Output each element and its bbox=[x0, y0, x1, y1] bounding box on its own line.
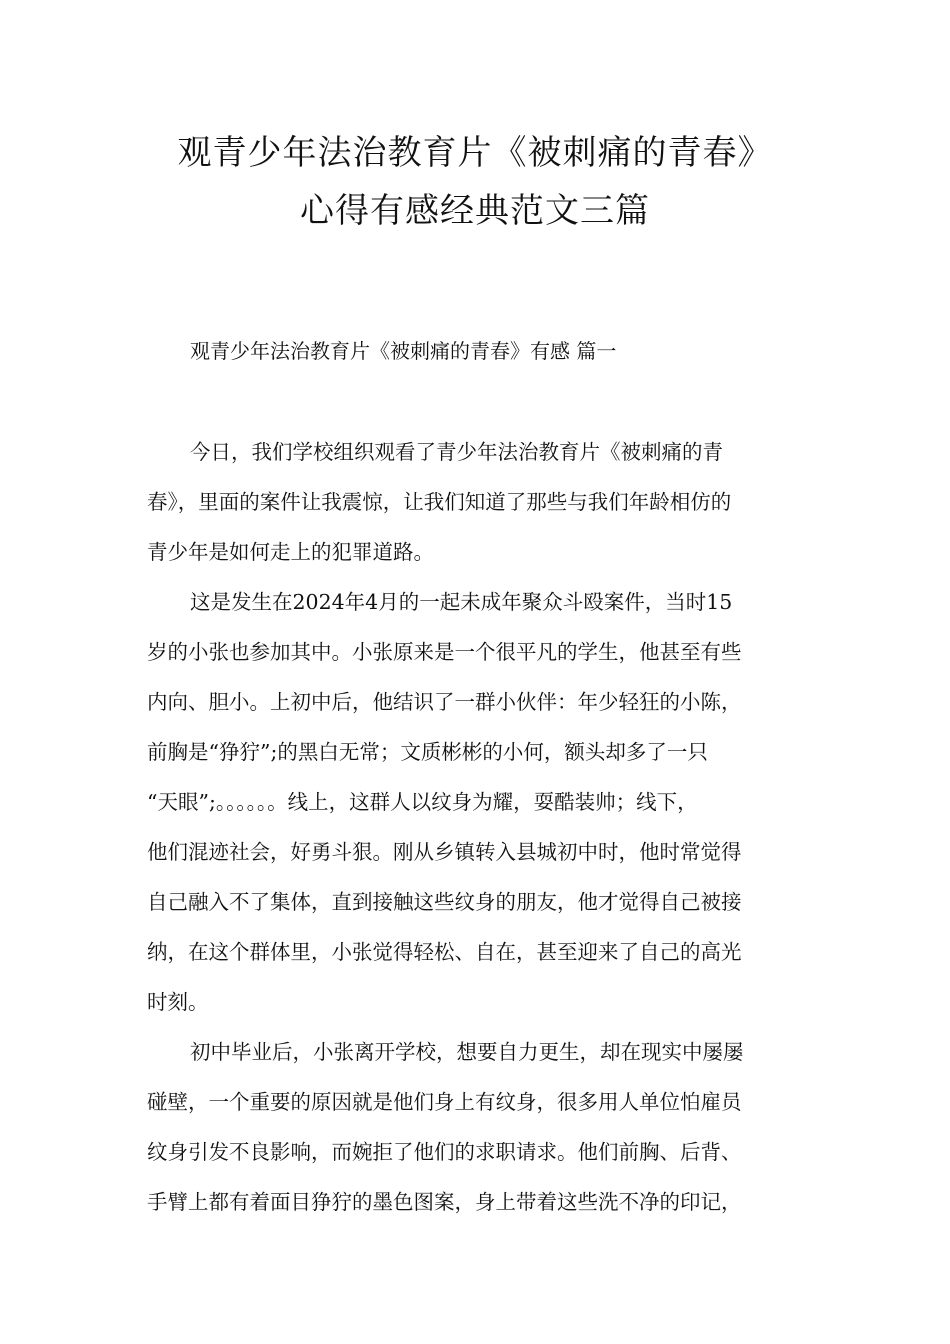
paragraph bbox=[147, 577, 807, 1027]
title-line-1: 观青少年法治教育片《被刺痛的青春》 bbox=[177, 133, 773, 173]
text-line: 前胸是“狰狞”;的黑白无常；文质彬彬的小何，额头却多了一只 bbox=[147, 740, 708, 764]
text-line: 纳，在这个群体里，小张觉得轻松、自在，甚至迎来了自己的高光 bbox=[147, 940, 742, 964]
body-text bbox=[147, 427, 807, 1227]
text-line: 他们混迹社会，好勇斗狠。刚从乡镇转入县城初中时，他时常觉得 bbox=[147, 840, 742, 864]
text-line: 青少年是如何走上的犯罪道路。 bbox=[147, 540, 434, 564]
text-line: 碰壁，一个重要的原因就是他们身上有纹身，很多用人单位怕雇员 bbox=[147, 1090, 742, 1114]
text-line: 自己融入不了集体，直到接触这些纹身的朋友，他才觉得自己被接 bbox=[147, 890, 742, 914]
text-line: 这是发生在2024年4月的一起未成年聚众斗殴案件，当时15 bbox=[190, 590, 733, 614]
text-line: 内向、胆小。上初中后，他结识了一群小伙伴：年少轻狂的小陈， bbox=[147, 690, 742, 714]
document-title bbox=[0, 124, 950, 240]
text-line: 纹身引发不良影响，而婉拒了他们的求职请求。他们前胸、后背、 bbox=[147, 1140, 742, 1164]
section-heading: 观青少年法治教育片《被刺痛的青春》有感 篇一 bbox=[190, 339, 617, 363]
text-line: 岁的小张也参加其中。小张原来是一个很平凡的学生，他甚至有些 bbox=[147, 640, 742, 664]
text-line: 时刻。 bbox=[147, 990, 209, 1014]
paragraph bbox=[147, 427, 807, 577]
text-line: 今日，我们学校组织观看了青少年法治教育片《被刺痛的青 bbox=[190, 440, 723, 464]
text-line: 春》，里面的案件让我震惊，让我们知道了那些与我们年龄相仿的 bbox=[147, 490, 732, 514]
text-line: 初中毕业后，小张离开学校，想要自力更生，却在现实中屡屡 bbox=[190, 1040, 744, 1064]
paragraph bbox=[147, 1027, 807, 1227]
title-line-2: 心得有感经典范文三篇 bbox=[300, 191, 650, 231]
text-line: 手臂上都有着面目狰狞的墨色图案，身上带着这些洗不净的印记， bbox=[147, 1190, 742, 1214]
text-line: “天眼”;。。。。。。线上，这群人以纹身为耀，耍酷装帅；线下， bbox=[147, 790, 698, 814]
